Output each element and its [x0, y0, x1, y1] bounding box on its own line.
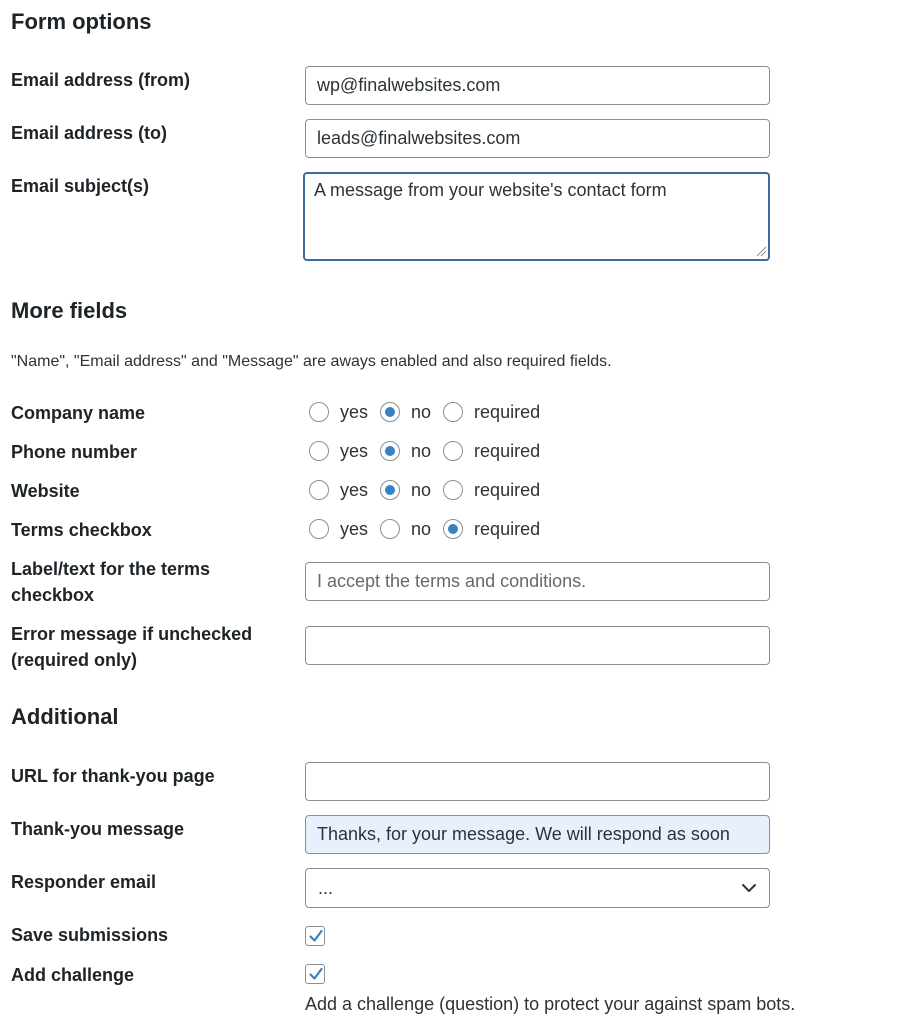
radio-yes[interactable] [309, 480, 329, 500]
field-row-label: Company name [11, 403, 146, 423]
field-row-label: Phone number [11, 442, 138, 462]
field-row-label: Website [11, 481, 80, 501]
radio-no[interactable] [380, 441, 400, 461]
radio-yes[interactable] [309, 402, 329, 422]
field-row-label: Terms checkbox [11, 520, 152, 540]
thankyou-url-input[interactable] [305, 762, 770, 801]
save-submissions-checkbox[interactable] [305, 926, 325, 946]
save-submissions-label: Save submissions [11, 925, 169, 945]
responder-email-select[interactable] [305, 868, 770, 908]
radio-yes-label: yes [340, 401, 369, 422]
radio-no[interactable] [380, 402, 400, 422]
field-row-radio-group [309, 478, 552, 502]
radio-required-label: required [474, 401, 541, 422]
chevron-down-icon [741, 883, 757, 893]
radio-no-label: no [411, 479, 432, 500]
email-subject-textarea[interactable] [303, 172, 770, 261]
radio-required-label: required [474, 440, 541, 461]
more-fields-description: "Name", "Email address" and "Message" are aways enabled and also required fields. [11, 353, 612, 370]
radio-required[interactable] [443, 441, 463, 461]
resize-grip-icon[interactable] [756, 246, 767, 257]
email-to-input[interactable] [305, 119, 770, 158]
error-message-input[interactable] [305, 626, 770, 665]
radio-no[interactable] [380, 519, 400, 539]
add-challenge-description: Add a challenge (question) to protect your against spam bots. [305, 994, 796, 1014]
checkmark-icon [307, 965, 325, 983]
radio-no-label: no [411, 401, 432, 422]
additional-title: Additional [11, 704, 119, 729]
terms-label-input[interactable] [305, 562, 770, 601]
radio-yes[interactable] [309, 441, 329, 461]
responder-email-selected: ... [318, 877, 334, 898]
radio-required[interactable] [443, 480, 463, 500]
radio-yes-label: yes [340, 518, 369, 539]
form-options-title: Form options [11, 9, 152, 34]
thankyou-url-label: URL for thank-you page [11, 766, 215, 786]
radio-no[interactable] [380, 480, 400, 500]
responder-email-label: Responder email [11, 872, 157, 892]
radio-no-label: no [411, 518, 432, 539]
terms-label-label: Label/text for the terms checkbox [11, 559, 211, 605]
add-challenge-label: Add challenge [11, 965, 135, 985]
radio-yes-label: yes [340, 479, 369, 500]
radio-required[interactable] [443, 402, 463, 422]
radio-no-label: no [411, 440, 432, 461]
thankyou-message-input[interactable] [305, 815, 770, 854]
checkmark-icon [307, 927, 325, 945]
error-message-label: Error message if unchecked (required only) [11, 624, 253, 670]
more-fields-title: More fields [11, 298, 128, 323]
email-from-label: Email address (from) [11, 70, 191, 90]
radio-required-label: required [474, 518, 541, 539]
radio-required-label: required [474, 479, 541, 500]
radio-yes-label: yes [340, 440, 369, 461]
email-to-label: Email address (to) [11, 123, 168, 143]
radio-required[interactable] [443, 519, 463, 539]
email-from-input[interactable] [305, 66, 770, 105]
add-challenge-checkbox[interactable] [305, 964, 325, 984]
field-row-radio-group [309, 517, 552, 541]
field-row-radio-group [309, 400, 552, 424]
thankyou-message-label: Thank-you message [11, 819, 185, 839]
email-subject-label: Email subject(s) [11, 176, 150, 196]
field-row-radio-group [309, 439, 552, 463]
radio-yes[interactable] [309, 519, 329, 539]
